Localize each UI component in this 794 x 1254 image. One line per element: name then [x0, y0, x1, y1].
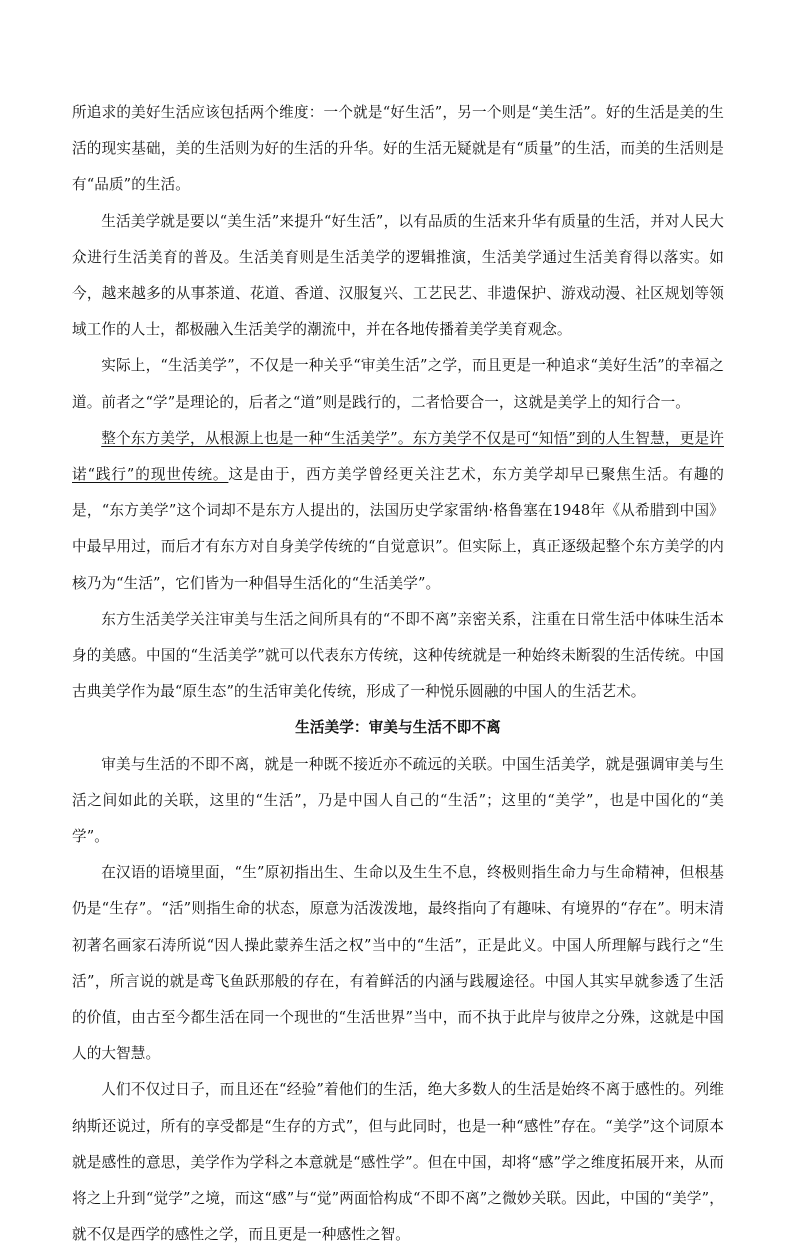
- paragraph-3: 实际上，“生活美学”，不仅是一种关乎“审美生活”之学，而且更是一种追求“美好生活”的幸福之道。前者之“学”是理论的，后者之“道”则是践行的，二者恰要合一，这就是美学上的知行合一。: [72, 357, 724, 411]
- paragraph-4: [72, 421, 724, 602]
- section-paragraph-1: 审美与生活的不即不离，就是一种既不接近亦不疏远的关联。中国生活美学，就是强调审美与生活之间如此的关联，这里的“生活”，乃是中国人自己的“生活”；这里的“美学”，也是中国化的“美学”。: [72, 755, 724, 846]
- paragraph-5: 东方生活美学关注审美与生活之间所具有的“不即不离”亲密关系，注重在日常生活中体味生活本身的美感。中国的“生活美学”就可以代表东方传统，这种传统就是一种始终未断裂的生活传统。中国古典美学作为最“原生态”的生活审美化传统，形成了一种悦乐圆融的中国人的生活艺术。: [72, 610, 724, 701]
- section-paragraph-2: 在汉语的语境里面，“生”原初指出生、生命以及生生不息，终极则指生命力与生命精神，但根基仍是“生存”。“活”则指生命的状态，原意为活泼泼地，最终指向了有趣味、有境界的“存在”。明末清初著名画家石涛所说“因人操此蒙养生活之权”当中的“生活”，正是此义。中国人所理解与践行之“生活”，所言说的就是鸢飞鱼跃那般的存在，有着鲜活的内涵与践履途径。中国人其实早就参透了生活的价值，由古至今都生活在同一个现世的“生活世界”当中，而不执于此岸与彼岸之分殊，这就是中国人的大智慧。: [72, 864, 724, 1063]
- paragraph-2: 生活美学就是要以“美生活”来提升“好生活”，以有品质的生活来升华有质量的生活，并对人民大众进行生活美育的普及。生活美育则是生活美学的逻辑推演，生活美学通过生活美育得以落实。如今，越来越多的从事茶道、花道、香道、汉服复兴、工艺民艺、非遗保护、游戏动漫、社区规划等领域工作的人士，都极融入生活美学的潮流中，并在各地传播着美学美育观念。: [72, 212, 724, 339]
- underlined-sentence: 整个东方美学，从根源上也是一种“生活美学”。东方美学不仅是可“知悟”到的人生智慧，更是许诺“践行”的现世传统。: [72, 429, 724, 484]
- paragraph-1: 所追求的美好生活应该包括两个维度：一个就是“好生活”，另一个则是“美生活”。好的生活是美的生活的现实基础，美的生活则为好的生活的升华。好的生活无疑就是有“质量”的生活，而美的生活则是有“品质”的生活。: [72, 104, 724, 194]
- section-paragraph-3: 人们不仅过日子，而且还在“经验”着他们的生活，绝大多数人的生活是始终不离于感性的。列维纳斯还说过，所有的享受都是“生存的方式”，但与此同时，也是一种“感性”存在。“美学”这个词原本就是感性的意思，美学作为学科之本意就是“感性学”。但在中国，却将“感”学之维度拓展开来，从而将之上升到“觉学”之境，而这“感”与“觉”两面恰构成“不即不离”之微妙关联。因此，中国的“美学”，就不仅是西学的感性之学，而且更是一种感性之智。: [72, 1081, 724, 1244]
- section-title: 生活美学：审美与生活不即不离: [295, 719, 501, 737]
- article-body: [72, 95, 724, 1254]
- paragraph-4-rest: 这是由于，西方美学曾经更关注艺术，东方美学却早已聚焦生活。有趣的是，“东方美学”这个词却不是东方人提出的，法国历史学家雷纳·格鲁塞在1948年《从希腊到中国》中最早用过，而后才有东方对自身美学传统的“自觉意识”。但实际上，真正逐级起整个东方美学的内核乃为“生活”，它们皆为一种倡导生活化的“生活美学”。: [72, 466, 724, 592]
